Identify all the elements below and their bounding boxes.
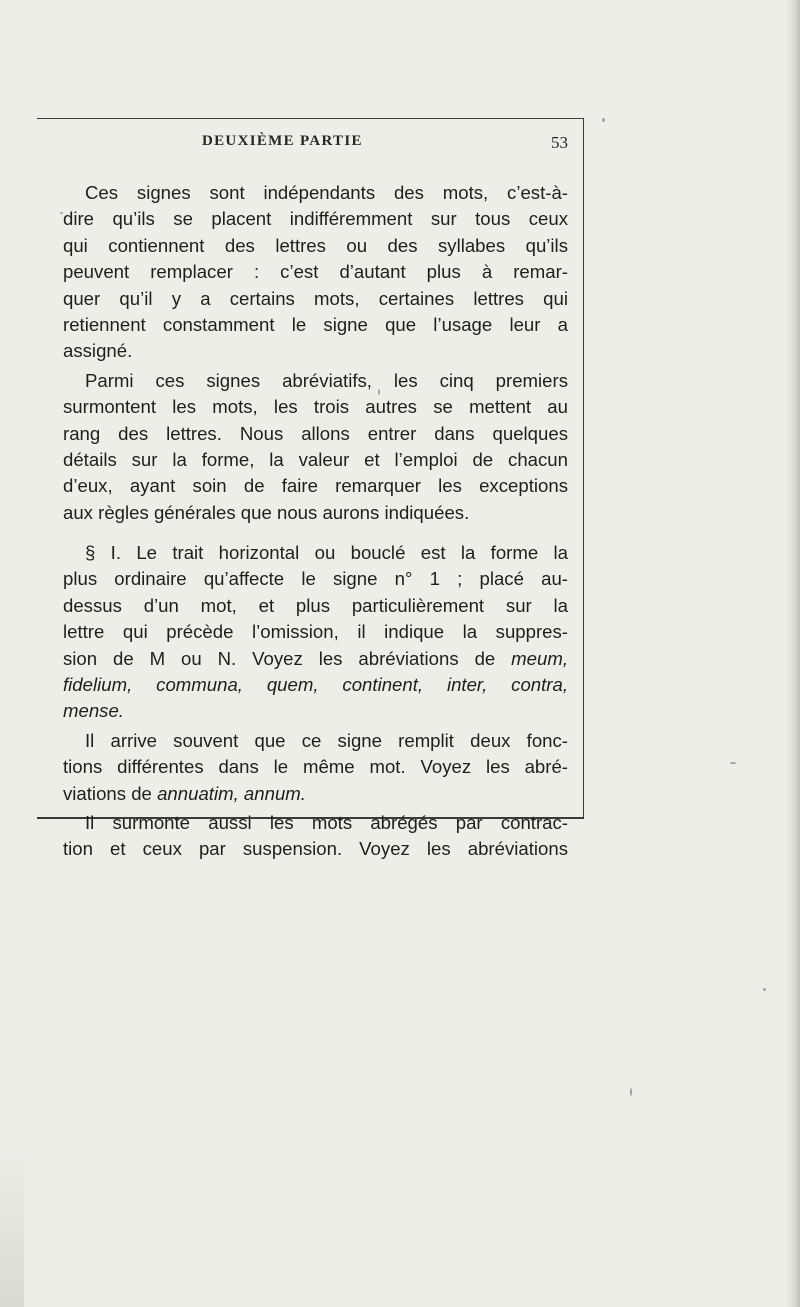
paragraph-4 <box>63 728 568 807</box>
paragraph-3 <box>63 540 568 725</box>
italic-term: contra, <box>511 674 568 696</box>
page-number: 53 <box>551 133 568 152</box>
italic-term: meum, <box>511 647 568 669</box>
italic-term: continent, <box>342 674 424 696</box>
italic-term: annum. <box>243 782 306 804</box>
page-corner-stain <box>0 1150 24 1307</box>
italic-term: inter, <box>446 674 488 696</box>
italic-term: fidelium, <box>63 674 133 696</box>
paper-speck <box>730 762 736 764</box>
page-edge-shadow <box>786 0 800 1307</box>
text-line: lettre qui précède l’omission, il indique la suppres- <box>63 621 568 643</box>
text-line: rang des lettres. Nous allons entrer dans quelques <box>63 422 568 444</box>
text-line: Ces signes sont indépendants des mots, c’est-à- <box>85 182 568 203</box>
text-line: Il surmonte aussi les mots abrégés par contrac- <box>85 811 568 833</box>
text-line: § I. Le trait horizontal ou bouclé est la forme la <box>85 542 568 564</box>
paper-speck <box>630 1088 632 1096</box>
paper-speck <box>763 988 766 991</box>
text-line: d’eux, ayant soin de faire remarquer les exceptions <box>63 475 568 497</box>
italic-term: mense. <box>63 700 124 722</box>
text-line: quer qu’il y a certains mots, certaines lettres qui <box>63 287 568 309</box>
text-line: détails sur la forme, la valeur et l’emploi de chacun <box>63 448 568 470</box>
italic-term: quem, <box>266 674 319 696</box>
paper-speck <box>378 389 380 395</box>
text-line: dire qu’ils se placent indifféremment sur tous ceux <box>63 208 568 230</box>
text-line <box>63 781 568 807</box>
body-text <box>63 180 568 863</box>
text-line: tions différentes dans le même mot. Voyez les abré- <box>63 756 568 778</box>
paragraph-2 <box>63 368 568 526</box>
text-line <box>63 672 568 698</box>
text-line <box>63 646 568 672</box>
page-header <box>63 133 568 159</box>
text-line: qui contiennent des lettres ou des syllabes qu’ils <box>63 234 568 256</box>
running-head: DEUXIÈME PARTIE <box>202 133 363 149</box>
text-line: surmontent les mots, les trois autres se mettent au <box>63 396 568 418</box>
text-line: aux règles générales que nous aurons indiquées. <box>63 501 470 523</box>
text-run: sion de M ou N. Voyez les abréviations de <box>63 647 496 669</box>
text-line: dessus d’un mot, et plus particulièrement sur la <box>63 594 568 616</box>
text-line: retiennent constamment le signe que l’usage leur a <box>63 313 568 335</box>
text-line: Il arrive souvent que ce signe remplit deux fonc- <box>85 729 568 751</box>
paper-speck <box>602 118 605 122</box>
text-line: tion et ceux par suspension. Voyez les abréviations <box>63 838 568 860</box>
paragraph-1 <box>63 180 568 365</box>
text-line: peuvent remplacer : c’est d’autant plus à remar- <box>63 261 568 283</box>
paper-speck <box>60 212 63 214</box>
text-line: Parmi ces signes abréviatifs, les cinq premiers <box>85 369 568 391</box>
text-line: assigné. <box>63 340 133 362</box>
text-line: plus ordinaire qu’affecte le signe n° 1 ; placé au- <box>63 568 568 590</box>
italic-term: communa, <box>156 674 243 696</box>
paragraph-5 <box>63 810 568 863</box>
text-line <box>63 698 568 724</box>
text-run: viations de <box>63 782 152 804</box>
italic-term: annuatim, <box>157 782 239 804</box>
